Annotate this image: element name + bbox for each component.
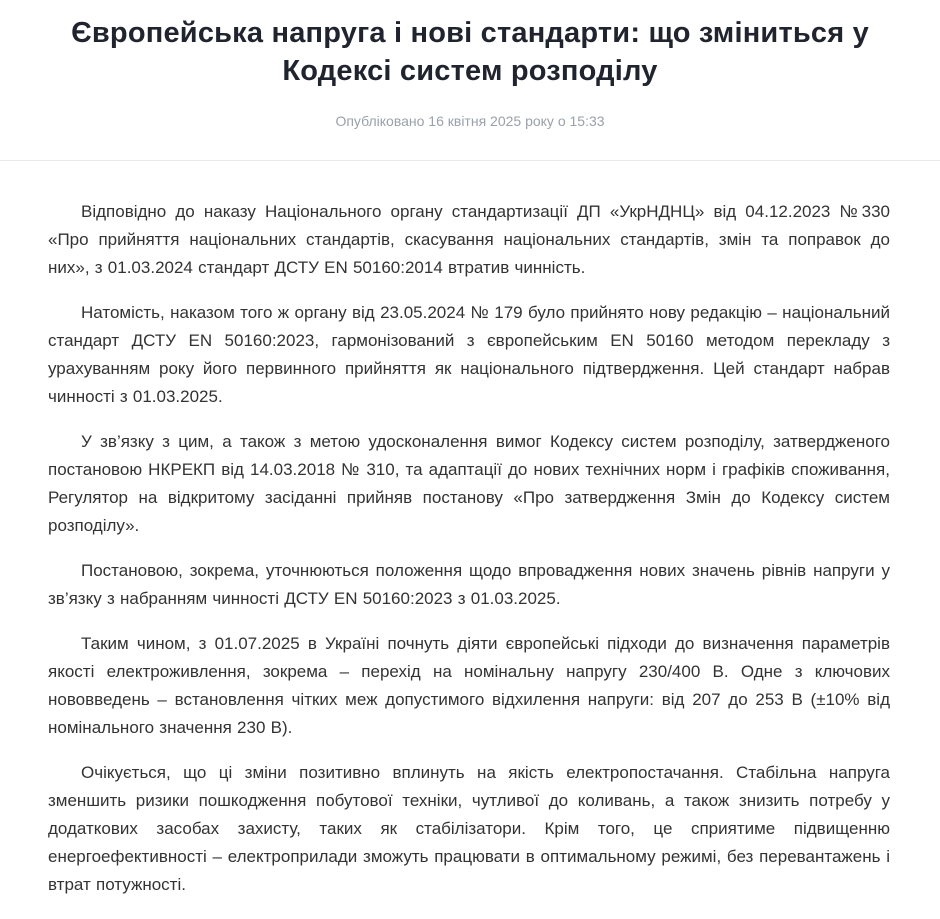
article-paragraph-5: Таким чином, з 01.07.2025 в Україні почнуть діяти європейські підходи до визначення параметрів якості електроживлення, зокрема – перехід на номінальну напругу 230/400 В. Одне з ключових нововведень – встановлення чітких меж допустимого відхилення напруги: від 207 до 253 В (±10% від номінального значення 230 В). — [48, 634, 890, 737]
article-paragraph-3: У зв’язку з цим, а також з метою удосконалення вимог Кодексу систем розподілу, затвердженого постановою НКРЕКП від 14.03.2018 № 310, та адаптації до нових технічних норм і графіків споживання, Регулятор на відкритому засіданні прийняв постанову «Про затвердження Змін до Кодексу систем розподілу». — [48, 432, 890, 535]
article-paragraph-6: Очікується, що ці зміни позитивно вплинуть на якість електропостачання. Стабільна напруга зменшить ризики пошкодження побутової техніки, чутливої до коливань, а також знизить потребу у додаткових засобах захисту, таких як стабілізатори. Крім того, це сприятиме підвищенню енергоефективності – електроприлади зможуть працювати в оптимальному режимі, без перевантажень і втрат потужності. — [48, 763, 890, 894]
article-paragraph-1: Відповідно до наказу Національного органу стандартизації ДП «УкрНДНЦ» від 04.12.2023 №330 «Про прийняття національних стандартів, скасування національних стандартів, змін та поправок до них», з 01.03.2024 стандарт ДСТУ EN 50160:2014 втратив чинність. — [48, 202, 890, 277]
article-paragraph-2: Натомість, наказом того ж органу від 23.05.2024 № 179 було прийнято нову редакцію – національний стандарт ДСТУ EN 50160:2023, гармонізований з європейським EN 50160 методом перекладу з урахуванням року його первинного прийняття як національного підтвердження. Цей стандарт набрав чинності з 01.03.2025. — [48, 303, 890, 406]
article-paragraph-4: Постановою, зокрема, уточнюються положення щодо впровадження нових значень рівнів напруги у зв’язку з набранням чинності ДСТУ EN 50160:2023 з 01.03.2025. — [48, 561, 890, 608]
article-body — [0, 161, 940, 919]
article-header — [0, 0, 940, 130]
publish-date: Опубліковано 16 квітня 2025 року о 15:33 — [335, 113, 605, 129]
article-title: Європейська напруга і нові стандарти: що зміниться у Кодексі систем розподілу — [71, 17, 869, 87]
